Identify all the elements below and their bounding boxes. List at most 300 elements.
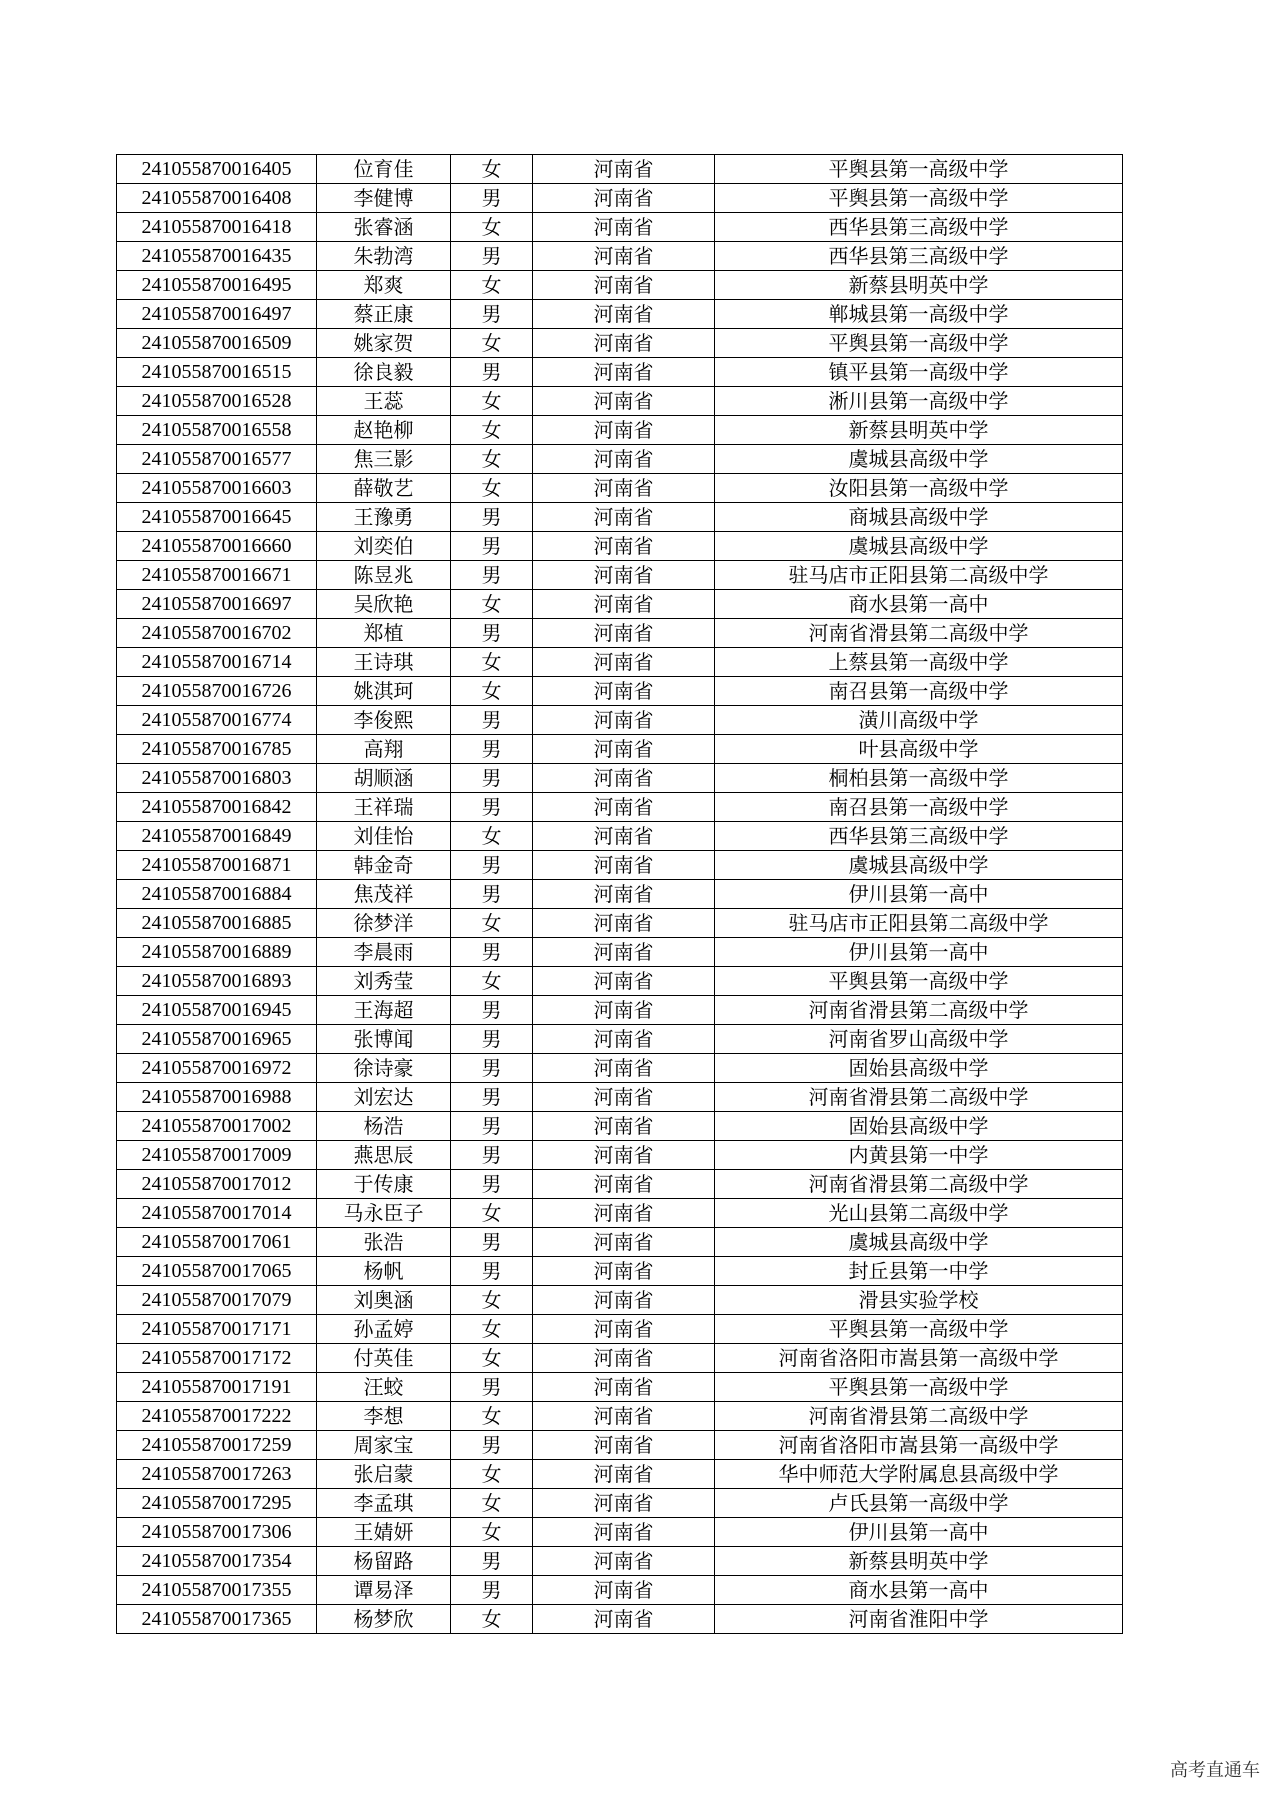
province-cell: 河南省 <box>533 938 715 967</box>
gender-cell: 女 <box>451 445 533 474</box>
exam-id-cell: 241055870016849 <box>117 822 317 851</box>
name-cell: 孙孟婷 <box>317 1315 451 1344</box>
school-cell: 河南省淮阳中学 <box>715 1605 1123 1634</box>
school-cell: 固始县高级中学 <box>715 1054 1123 1083</box>
exam-id-cell: 241055870016871 <box>117 851 317 880</box>
school-cell: 伊川县第一高中 <box>715 880 1123 909</box>
school-cell: 商水县第一高中 <box>715 1576 1123 1605</box>
name-cell: 谭易泽 <box>317 1576 451 1605</box>
province-cell: 河南省 <box>533 242 715 271</box>
school-cell: 滑县实验学校 <box>715 1286 1123 1315</box>
name-cell: 汪蛟 <box>317 1373 451 1402</box>
table-row <box>117 938 1123 967</box>
name-cell: 王祥瑞 <box>317 793 451 822</box>
table-row <box>117 1373 1123 1402</box>
exam-id-cell: 241055870016774 <box>117 706 317 735</box>
table-row <box>117 706 1123 735</box>
province-cell: 河南省 <box>533 155 715 184</box>
gender-cell: 女 <box>451 1199 533 1228</box>
province-cell: 河南省 <box>533 1112 715 1141</box>
province-cell: 河南省 <box>533 793 715 822</box>
table-row <box>117 1054 1123 1083</box>
school-cell: 卢氏县第一高级中学 <box>715 1489 1123 1518</box>
gender-cell: 女 <box>451 271 533 300</box>
gender-cell: 男 <box>451 1141 533 1170</box>
province-cell: 河南省 <box>533 735 715 764</box>
exam-id-cell: 241055870016405 <box>117 155 317 184</box>
gender-cell: 女 <box>451 967 533 996</box>
table-row <box>117 1315 1123 1344</box>
table-row <box>117 880 1123 909</box>
school-cell: 潢川高级中学 <box>715 706 1123 735</box>
exam-id-cell: 241055870017065 <box>117 1257 317 1286</box>
name-cell: 周家宝 <box>317 1431 451 1460</box>
table-row <box>117 590 1123 619</box>
exam-id-cell: 241055870017354 <box>117 1547 317 1576</box>
province-cell: 河南省 <box>533 184 715 213</box>
school-cell: 西华县第三高级中学 <box>715 242 1123 271</box>
table-row <box>117 271 1123 300</box>
gender-cell: 男 <box>451 764 533 793</box>
name-cell: 刘佳怡 <box>317 822 451 851</box>
table-row <box>117 155 1123 184</box>
gender-cell: 男 <box>451 1054 533 1083</box>
table-row <box>117 677 1123 706</box>
name-cell: 李晨雨 <box>317 938 451 967</box>
exam-id-cell: 241055870016515 <box>117 358 317 387</box>
exam-id-cell: 241055870016435 <box>117 242 317 271</box>
school-cell: 河南省滑县第二高级中学 <box>715 1170 1123 1199</box>
school-cell: 西华县第三高级中学 <box>715 213 1123 242</box>
name-cell: 付英佳 <box>317 1344 451 1373</box>
name-cell: 刘奥涵 <box>317 1286 451 1315</box>
school-cell: 平舆县第一高级中学 <box>715 329 1123 358</box>
exam-id-cell: 241055870017306 <box>117 1518 317 1547</box>
school-cell: 固始县高级中学 <box>715 1112 1123 1141</box>
exam-id-cell: 241055870017191 <box>117 1373 317 1402</box>
province-cell: 河南省 <box>533 619 715 648</box>
gender-cell: 男 <box>451 561 533 590</box>
table-row <box>117 1141 1123 1170</box>
table-row <box>117 445 1123 474</box>
table-row <box>117 1083 1123 1112</box>
province-cell: 河南省 <box>533 271 715 300</box>
exam-id-cell: 241055870016418 <box>117 213 317 242</box>
province-cell: 河南省 <box>533 416 715 445</box>
gender-cell: 女 <box>451 909 533 938</box>
roster-body <box>117 155 1123 1634</box>
table-row <box>117 387 1123 416</box>
table-row <box>117 909 1123 938</box>
school-cell: 镇平县第一高级中学 <box>715 358 1123 387</box>
name-cell: 王豫勇 <box>317 503 451 532</box>
gender-cell: 女 <box>451 155 533 184</box>
province-cell: 河南省 <box>533 706 715 735</box>
school-cell: 内黄县第一中学 <box>715 1141 1123 1170</box>
school-cell: 平舆县第一高级中学 <box>715 967 1123 996</box>
name-cell: 燕思辰 <box>317 1141 451 1170</box>
exam-id-cell: 241055870016842 <box>117 793 317 822</box>
name-cell: 焦三影 <box>317 445 451 474</box>
table-row <box>117 242 1123 271</box>
school-cell: 河南省洛阳市嵩县第一高级中学 <box>715 1344 1123 1373</box>
table-row <box>117 1228 1123 1257</box>
table-row <box>117 1489 1123 1518</box>
school-cell: 平舆县第一高级中学 <box>715 1373 1123 1402</box>
name-cell: 徐良毅 <box>317 358 451 387</box>
gender-cell: 女 <box>451 1460 533 1489</box>
province-cell: 河南省 <box>533 677 715 706</box>
name-cell: 王蕊 <box>317 387 451 416</box>
school-cell: 河南省滑县第二高级中学 <box>715 1083 1123 1112</box>
table-row <box>117 1199 1123 1228</box>
gender-cell: 女 <box>451 1286 533 1315</box>
table-row <box>117 1460 1123 1489</box>
name-cell: 焦茂祥 <box>317 880 451 909</box>
name-cell: 马永臣子 <box>317 1199 451 1228</box>
gender-cell: 男 <box>451 793 533 822</box>
province-cell: 河南省 <box>533 1576 715 1605</box>
name-cell: 李健博 <box>317 184 451 213</box>
province-cell: 河南省 <box>533 1518 715 1547</box>
table-row <box>117 503 1123 532</box>
exam-id-cell: 241055870017222 <box>117 1402 317 1431</box>
province-cell: 河南省 <box>533 822 715 851</box>
gender-cell: 男 <box>451 1228 533 1257</box>
gender-cell: 女 <box>451 648 533 677</box>
province-cell: 河南省 <box>533 909 715 938</box>
school-cell: 新蔡县明英中学 <box>715 416 1123 445</box>
school-cell: 驻马店市正阳县第二高级中学 <box>715 561 1123 590</box>
name-cell: 郑植 <box>317 619 451 648</box>
province-cell: 河南省 <box>533 329 715 358</box>
gender-cell: 男 <box>451 532 533 561</box>
name-cell: 王诗琪 <box>317 648 451 677</box>
gender-cell: 女 <box>451 1605 533 1634</box>
gender-cell: 男 <box>451 880 533 909</box>
table-row <box>117 329 1123 358</box>
table-row <box>117 184 1123 213</box>
exam-id-cell: 241055870016495 <box>117 271 317 300</box>
exam-id-cell: 241055870016558 <box>117 416 317 445</box>
province-cell: 河南省 <box>533 1054 715 1083</box>
province-cell: 河南省 <box>533 1489 715 1518</box>
school-cell: 河南省滑县第二高级中学 <box>715 619 1123 648</box>
province-cell: 河南省 <box>533 1257 715 1286</box>
gender-cell: 男 <box>451 1083 533 1112</box>
province-cell: 河南省 <box>533 1083 715 1112</box>
school-cell: 上蔡县第一高级中学 <box>715 648 1123 677</box>
table-row <box>117 1344 1123 1373</box>
exam-id-cell: 241055870016893 <box>117 967 317 996</box>
name-cell: 徐诗豪 <box>317 1054 451 1083</box>
name-cell: 张睿涵 <box>317 213 451 242</box>
table-row <box>117 1025 1123 1054</box>
school-cell: 叶县高级中学 <box>715 735 1123 764</box>
school-cell: 新蔡县明英中学 <box>715 271 1123 300</box>
exam-id-cell: 241055870017295 <box>117 1489 317 1518</box>
exam-id-cell: 241055870017365 <box>117 1605 317 1634</box>
name-cell: 李孟琪 <box>317 1489 451 1518</box>
exam-id-cell: 241055870017263 <box>117 1460 317 1489</box>
school-cell: 光山县第二高级中学 <box>715 1199 1123 1228</box>
table-row <box>117 300 1123 329</box>
exam-id-cell: 241055870016988 <box>117 1083 317 1112</box>
exam-id-cell: 241055870016528 <box>117 387 317 416</box>
school-cell: 商城县高级中学 <box>715 503 1123 532</box>
name-cell: 姚家贺 <box>317 329 451 358</box>
province-cell: 河南省 <box>533 1315 715 1344</box>
name-cell: 蔡正康 <box>317 300 451 329</box>
gender-cell: 男 <box>451 242 533 271</box>
name-cell: 陈昱兆 <box>317 561 451 590</box>
exam-id-cell: 241055870017002 <box>117 1112 317 1141</box>
province-cell: 河南省 <box>533 387 715 416</box>
province-cell: 河南省 <box>533 1141 715 1170</box>
exam-id-cell: 241055870016603 <box>117 474 317 503</box>
name-cell: 朱勃湾 <box>317 242 451 271</box>
table-row <box>117 358 1123 387</box>
name-cell: 高翔 <box>317 735 451 764</box>
name-cell: 徐梦洋 <box>317 909 451 938</box>
table-row <box>117 1257 1123 1286</box>
province-cell: 河南省 <box>533 1605 715 1634</box>
exam-id-cell: 241055870017012 <box>117 1170 317 1199</box>
exam-id-cell: 241055870016702 <box>117 619 317 648</box>
table-row <box>117 1605 1123 1634</box>
gender-cell: 男 <box>451 1547 533 1576</box>
gender-cell: 女 <box>451 329 533 358</box>
school-cell: 虞城县高级中学 <box>715 1228 1123 1257</box>
exam-id-cell: 241055870016972 <box>117 1054 317 1083</box>
gender-cell: 女 <box>451 822 533 851</box>
province-cell: 河南省 <box>533 532 715 561</box>
gender-cell: 男 <box>451 851 533 880</box>
name-cell: 杨梦欣 <box>317 1605 451 1634</box>
table-row <box>117 648 1123 677</box>
exam-id-cell: 241055870017014 <box>117 1199 317 1228</box>
school-cell: 河南省罗山高级中学 <box>715 1025 1123 1054</box>
name-cell: 杨留路 <box>317 1547 451 1576</box>
province-cell: 河南省 <box>533 764 715 793</box>
name-cell: 张启蒙 <box>317 1460 451 1489</box>
province-cell: 河南省 <box>533 1547 715 1576</box>
table-row <box>117 474 1123 503</box>
exam-id-cell: 241055870016714 <box>117 648 317 677</box>
exam-id-cell: 241055870016408 <box>117 184 317 213</box>
province-cell: 河南省 <box>533 1199 715 1228</box>
table-row <box>117 735 1123 764</box>
school-cell: 汝阳县第一高级中学 <box>715 474 1123 503</box>
gender-cell: 女 <box>451 387 533 416</box>
province-cell: 河南省 <box>533 1170 715 1199</box>
table-row <box>117 1431 1123 1460</box>
name-cell: 杨帆 <box>317 1257 451 1286</box>
school-cell: 驻马店市正阳县第二高级中学 <box>715 909 1123 938</box>
province-cell: 河南省 <box>533 213 715 242</box>
exam-id-cell: 241055870016945 <box>117 996 317 1025</box>
province-cell: 河南省 <box>533 1373 715 1402</box>
gender-cell: 男 <box>451 735 533 764</box>
table-row <box>117 1170 1123 1199</box>
province-cell: 河南省 <box>533 1431 715 1460</box>
school-cell: 伊川县第一高中 <box>715 1518 1123 1547</box>
province-cell: 河南省 <box>533 300 715 329</box>
table-row <box>117 1518 1123 1547</box>
province-cell: 河南省 <box>533 967 715 996</box>
province-cell: 河南省 <box>533 503 715 532</box>
gender-cell: 女 <box>451 1518 533 1547</box>
exam-id-cell: 241055870017171 <box>117 1315 317 1344</box>
gender-cell: 男 <box>451 996 533 1025</box>
gender-cell: 女 <box>451 416 533 445</box>
exam-id-cell: 241055870016645 <box>117 503 317 532</box>
school-cell: 虞城县高级中学 <box>715 851 1123 880</box>
school-cell: 西华县第三高级中学 <box>715 822 1123 851</box>
gender-cell: 女 <box>451 590 533 619</box>
gender-cell: 男 <box>451 1170 533 1199</box>
school-cell: 桐柏县第一高级中学 <box>715 764 1123 793</box>
exam-id-cell: 241055870016577 <box>117 445 317 474</box>
province-cell: 河南省 <box>533 1460 715 1489</box>
school-cell: 平舆县第一高级中学 <box>715 155 1123 184</box>
name-cell: 王婧妍 <box>317 1518 451 1547</box>
province-cell: 河南省 <box>533 445 715 474</box>
school-cell: 新蔡县明英中学 <box>715 1547 1123 1576</box>
gender-cell: 男 <box>451 938 533 967</box>
province-cell: 河南省 <box>533 561 715 590</box>
province-cell: 河南省 <box>533 590 715 619</box>
exam-id-cell: 241055870016660 <box>117 532 317 561</box>
gender-cell: 男 <box>451 1431 533 1460</box>
table-row <box>117 1112 1123 1141</box>
name-cell: 张博闻 <box>317 1025 451 1054</box>
exam-id-cell: 241055870017079 <box>117 1286 317 1315</box>
school-cell: 南召县第一高级中学 <box>715 677 1123 706</box>
province-cell: 河南省 <box>533 1402 715 1431</box>
exam-id-cell: 241055870016671 <box>117 561 317 590</box>
school-cell: 华中师范大学附属息县高级中学 <box>715 1460 1123 1489</box>
exam-id-cell: 241055870016785 <box>117 735 317 764</box>
province-cell: 河南省 <box>533 648 715 677</box>
table-row <box>117 416 1123 445</box>
school-cell: 河南省滑县第二高级中学 <box>715 996 1123 1025</box>
name-cell: 王海超 <box>317 996 451 1025</box>
gender-cell: 男 <box>451 184 533 213</box>
exam-id-cell: 241055870017009 <box>117 1141 317 1170</box>
table-row <box>117 1547 1123 1576</box>
name-cell: 胡顺涵 <box>317 764 451 793</box>
school-cell: 河南省滑县第二高级中学 <box>715 1402 1123 1431</box>
gender-cell: 女 <box>451 677 533 706</box>
gender-cell: 女 <box>451 213 533 242</box>
school-cell: 商水县第一高中 <box>715 590 1123 619</box>
table-row <box>117 764 1123 793</box>
table-row <box>117 619 1123 648</box>
name-cell: 薛敬艺 <box>317 474 451 503</box>
school-cell: 河南省洛阳市嵩县第一高级中学 <box>715 1431 1123 1460</box>
province-cell: 河南省 <box>533 474 715 503</box>
gender-cell: 女 <box>451 1402 533 1431</box>
province-cell: 河南省 <box>533 1228 715 1257</box>
gender-cell: 男 <box>451 1257 533 1286</box>
school-cell: 虞城县高级中学 <box>715 532 1123 561</box>
gender-cell: 男 <box>451 1576 533 1605</box>
province-cell: 河南省 <box>533 358 715 387</box>
name-cell: 刘奕伯 <box>317 532 451 561</box>
exam-id-cell: 241055870016697 <box>117 590 317 619</box>
gender-cell: 男 <box>451 1112 533 1141</box>
gender-cell: 女 <box>451 1315 533 1344</box>
province-cell: 河南省 <box>533 880 715 909</box>
province-cell: 河南省 <box>533 1025 715 1054</box>
exam-id-cell: 241055870016885 <box>117 909 317 938</box>
table-row <box>117 967 1123 996</box>
table-row <box>117 793 1123 822</box>
table-row <box>117 1286 1123 1315</box>
name-cell: 韩金奇 <box>317 851 451 880</box>
gender-cell: 男 <box>451 1025 533 1054</box>
name-cell: 位育佳 <box>317 155 451 184</box>
name-cell: 郑爽 <box>317 271 451 300</box>
school-cell: 虞城县高级中学 <box>715 445 1123 474</box>
name-cell: 刘秀莹 <box>317 967 451 996</box>
province-cell: 河南省 <box>533 851 715 880</box>
school-cell: 南召县第一高级中学 <box>715 793 1123 822</box>
exam-id-cell: 241055870017172 <box>117 1344 317 1373</box>
province-cell: 河南省 <box>533 996 715 1025</box>
name-cell: 李想 <box>317 1402 451 1431</box>
exam-id-cell: 241055870016884 <box>117 880 317 909</box>
school-cell: 封丘县第一中学 <box>715 1257 1123 1286</box>
gender-cell: 男 <box>451 503 533 532</box>
table-row <box>117 822 1123 851</box>
name-cell: 李俊熙 <box>317 706 451 735</box>
name-cell: 姚淇珂 <box>317 677 451 706</box>
watermark-text: 高考直通车 <box>1170 1760 1260 1781</box>
gender-cell: 女 <box>451 1489 533 1518</box>
gender-cell: 男 <box>451 358 533 387</box>
exam-id-cell: 241055870016803 <box>117 764 317 793</box>
school-cell: 郸城县第一高级中学 <box>715 300 1123 329</box>
school-cell: 平舆县第一高级中学 <box>715 184 1123 213</box>
province-cell: 河南省 <box>533 1286 715 1315</box>
gender-cell: 男 <box>451 619 533 648</box>
exam-id-cell: 241055870016889 <box>117 938 317 967</box>
name-cell: 张浩 <box>317 1228 451 1257</box>
name-cell: 杨浩 <box>317 1112 451 1141</box>
table-row <box>117 851 1123 880</box>
table-row <box>117 996 1123 1025</box>
name-cell: 刘宏达 <box>317 1083 451 1112</box>
exam-id-cell: 241055870016726 <box>117 677 317 706</box>
gender-cell: 男 <box>451 706 533 735</box>
name-cell: 赵艳柳 <box>317 416 451 445</box>
exam-id-cell: 241055870016509 <box>117 329 317 358</box>
student-roster-table <box>116 154 1123 1634</box>
name-cell: 吴欣艳 <box>317 590 451 619</box>
table-row <box>117 532 1123 561</box>
name-cell: 于传康 <box>317 1170 451 1199</box>
school-cell: 伊川县第一高中 <box>715 938 1123 967</box>
table-row <box>117 1402 1123 1431</box>
gender-cell: 男 <box>451 300 533 329</box>
school-cell: 淅川县第一高级中学 <box>715 387 1123 416</box>
school-cell: 平舆县第一高级中学 <box>715 1315 1123 1344</box>
gender-cell: 女 <box>451 1344 533 1373</box>
exam-id-cell: 241055870017259 <box>117 1431 317 1460</box>
exam-id-cell: 241055870017061 <box>117 1228 317 1257</box>
